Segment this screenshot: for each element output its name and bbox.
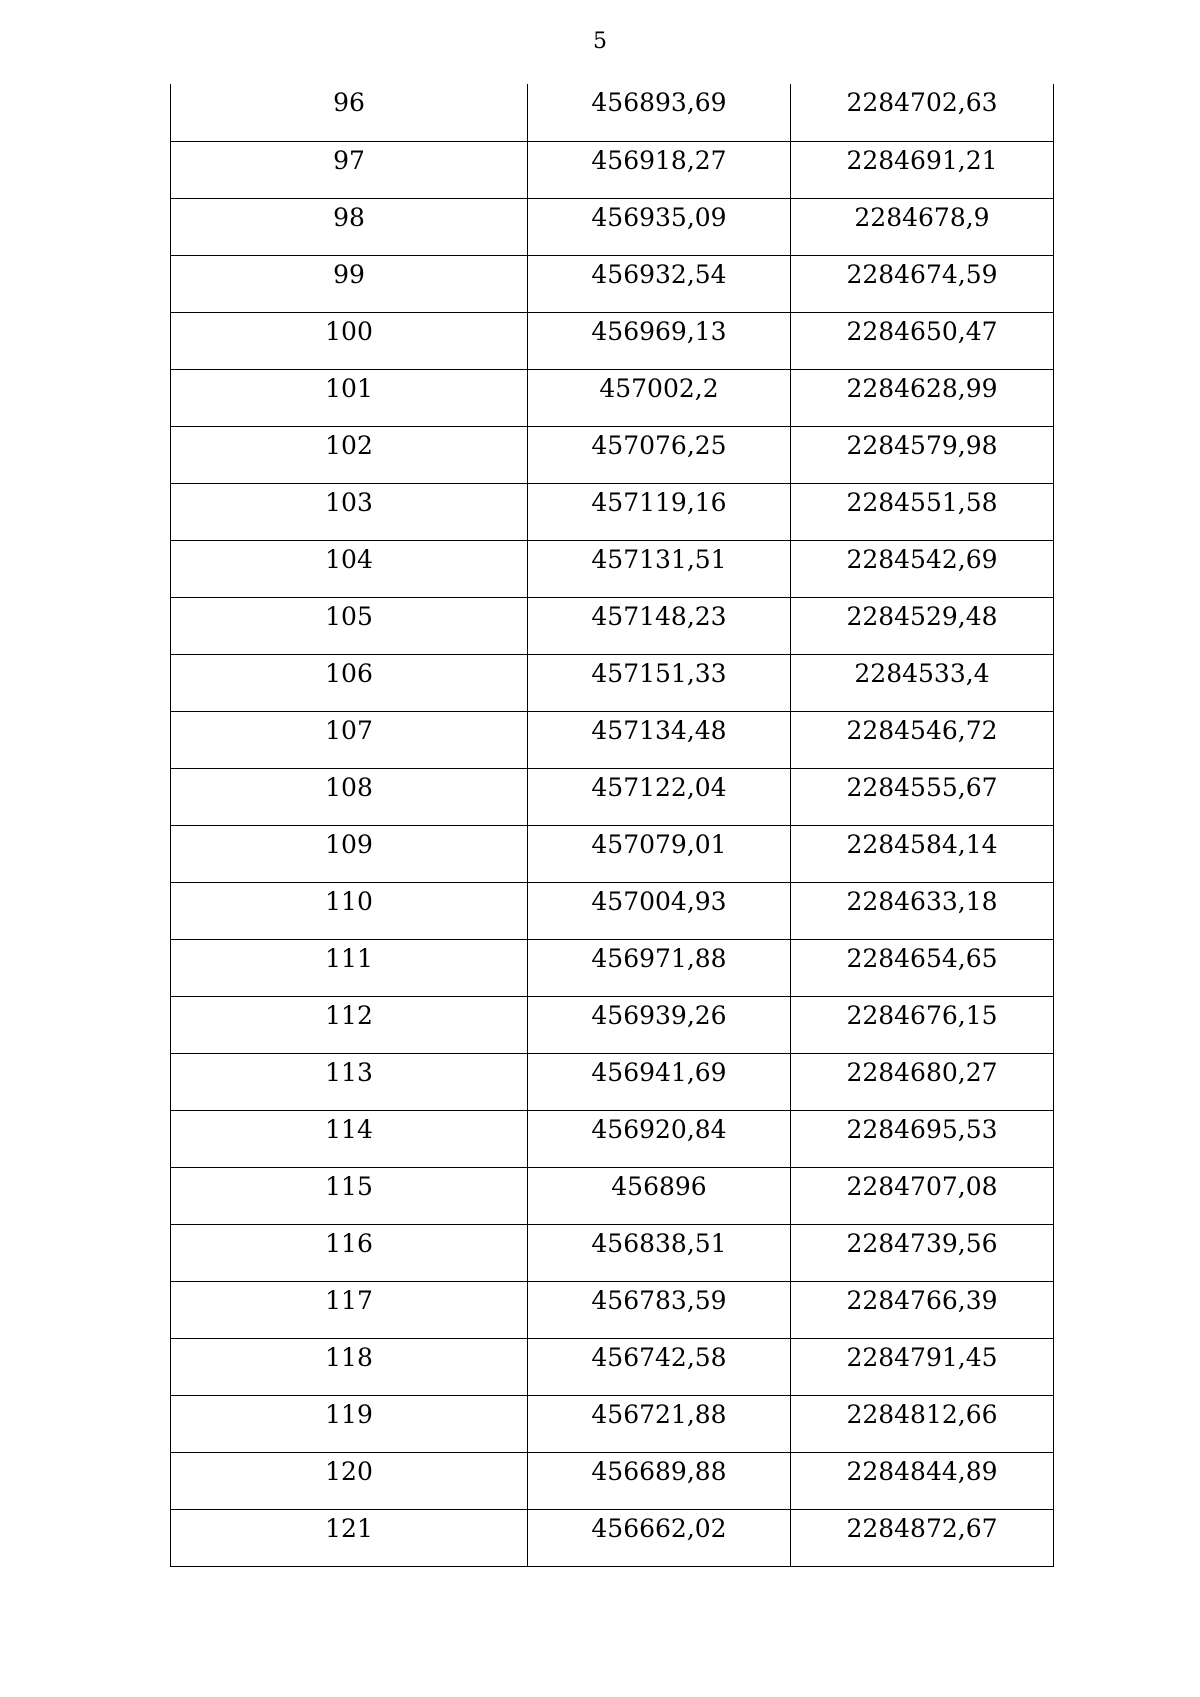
point-number-cell: 117 [171, 1281, 528, 1338]
y-coordinate-cell: 2284628,99 [791, 369, 1054, 426]
coordinates-table [170, 84, 1054, 1567]
y-coordinate-cell: 2284707,08 [791, 1167, 1054, 1224]
table-row [171, 711, 1054, 768]
point-number-cell: 104 [171, 540, 528, 597]
x-coordinate-cell: 457002,2 [528, 369, 791, 426]
y-coordinate-cell: 2284542,69 [791, 540, 1054, 597]
table-row [171, 825, 1054, 882]
x-coordinate-cell: 456838,51 [528, 1224, 791, 1281]
y-coordinate-cell: 2284844,89 [791, 1452, 1054, 1509]
x-coordinate-cell: 457151,33 [528, 654, 791, 711]
table-row [171, 1338, 1054, 1395]
x-coordinate-cell: 456920,84 [528, 1110, 791, 1167]
point-number-cell: 96 [171, 84, 528, 141]
x-coordinate-cell: 457076,25 [528, 426, 791, 483]
point-number-cell: 121 [171, 1509, 528, 1566]
y-coordinate-cell: 2284739,56 [791, 1224, 1054, 1281]
table-row [171, 369, 1054, 426]
table-row [171, 198, 1054, 255]
table-row [171, 1452, 1054, 1509]
table-row [171, 1167, 1054, 1224]
table-row [171, 141, 1054, 198]
y-coordinate-cell: 2284766,39 [791, 1281, 1054, 1338]
x-coordinate-cell: 456935,09 [528, 198, 791, 255]
table-row [171, 255, 1054, 312]
table-row [171, 597, 1054, 654]
table-row [171, 1053, 1054, 1110]
point-number-cell: 97 [171, 141, 528, 198]
point-number-cell: 113 [171, 1053, 528, 1110]
table-row [171, 540, 1054, 597]
table-row [171, 1395, 1054, 1452]
y-coordinate-cell: 2284678,9 [791, 198, 1054, 255]
x-coordinate-cell: 456893,69 [528, 84, 791, 141]
table-row [171, 1509, 1054, 1566]
x-coordinate-cell: 456721,88 [528, 1395, 791, 1452]
x-coordinate-cell: 457131,51 [528, 540, 791, 597]
y-coordinate-cell: 2284654,65 [791, 939, 1054, 996]
table-row [171, 996, 1054, 1053]
x-coordinate-cell: 457079,01 [528, 825, 791, 882]
table-row [171, 312, 1054, 369]
y-coordinate-cell: 2284702,63 [791, 84, 1054, 141]
point-number-cell: 98 [171, 198, 528, 255]
table-row [171, 1110, 1054, 1167]
x-coordinate-cell: 456742,58 [528, 1338, 791, 1395]
x-coordinate-cell: 457004,93 [528, 882, 791, 939]
y-coordinate-cell: 2284555,67 [791, 768, 1054, 825]
y-coordinate-cell: 2284680,27 [791, 1053, 1054, 1110]
page-number: 5 [593, 29, 607, 54]
table-row [171, 426, 1054, 483]
point-number-cell: 116 [171, 1224, 528, 1281]
y-coordinate-cell: 2284529,48 [791, 597, 1054, 654]
point-number-cell: 99 [171, 255, 528, 312]
x-coordinate-cell: 456941,69 [528, 1053, 791, 1110]
x-coordinate-cell: 456971,88 [528, 939, 791, 996]
point-number-cell: 119 [171, 1395, 528, 1452]
point-number-cell: 109 [171, 825, 528, 882]
point-number-cell: 105 [171, 597, 528, 654]
y-coordinate-cell: 2284546,72 [791, 711, 1054, 768]
point-number-cell: 118 [171, 1338, 528, 1395]
x-coordinate-cell: 457119,16 [528, 483, 791, 540]
coordinates-table-body [171, 84, 1054, 1566]
y-coordinate-cell: 2284691,21 [791, 141, 1054, 198]
point-number-cell: 114 [171, 1110, 528, 1167]
x-coordinate-cell: 456896 [528, 1167, 791, 1224]
table-row [171, 84, 1054, 141]
point-number-cell: 107 [171, 711, 528, 768]
y-coordinate-cell: 2284695,53 [791, 1110, 1054, 1167]
point-number-cell: 110 [171, 882, 528, 939]
point-number-cell: 103 [171, 483, 528, 540]
point-number-cell: 115 [171, 1167, 528, 1224]
table-row [171, 1281, 1054, 1338]
x-coordinate-cell: 456662,02 [528, 1509, 791, 1566]
x-coordinate-cell: 457134,48 [528, 711, 791, 768]
table-row [171, 1224, 1054, 1281]
point-number-cell: 100 [171, 312, 528, 369]
point-number-cell: 108 [171, 768, 528, 825]
x-coordinate-cell: 456969,13 [528, 312, 791, 369]
y-coordinate-cell: 2284633,18 [791, 882, 1054, 939]
point-number-cell: 120 [171, 1452, 528, 1509]
point-number-cell: 102 [171, 426, 528, 483]
point-number-cell: 101 [171, 369, 528, 426]
y-coordinate-cell: 2284533,4 [791, 654, 1054, 711]
y-coordinate-cell: 2284812,66 [791, 1395, 1054, 1452]
y-coordinate-cell: 2284674,59 [791, 255, 1054, 312]
x-coordinate-cell: 456783,59 [528, 1281, 791, 1338]
y-coordinate-cell: 2284676,15 [791, 996, 1054, 1053]
table-row [171, 483, 1054, 540]
y-coordinate-cell: 2284791,45 [791, 1338, 1054, 1395]
y-coordinate-cell: 2284650,47 [791, 312, 1054, 369]
y-coordinate-cell: 2284551,58 [791, 483, 1054, 540]
table-row [171, 939, 1054, 996]
point-number-cell: 112 [171, 996, 528, 1053]
x-coordinate-cell: 456939,26 [528, 996, 791, 1053]
table-row [171, 882, 1054, 939]
x-coordinate-cell: 456689,88 [528, 1452, 791, 1509]
x-coordinate-cell: 456918,27 [528, 141, 791, 198]
y-coordinate-cell: 2284579,98 [791, 426, 1054, 483]
y-coordinate-cell: 2284872,67 [791, 1509, 1054, 1566]
table-row [171, 768, 1054, 825]
x-coordinate-cell: 456932,54 [528, 255, 791, 312]
table-row [171, 654, 1054, 711]
point-number-cell: 106 [171, 654, 528, 711]
point-number-cell: 111 [171, 939, 528, 996]
y-coordinate-cell: 2284584,14 [791, 825, 1054, 882]
x-coordinate-cell: 457122,04 [528, 768, 791, 825]
x-coordinate-cell: 457148,23 [528, 597, 791, 654]
